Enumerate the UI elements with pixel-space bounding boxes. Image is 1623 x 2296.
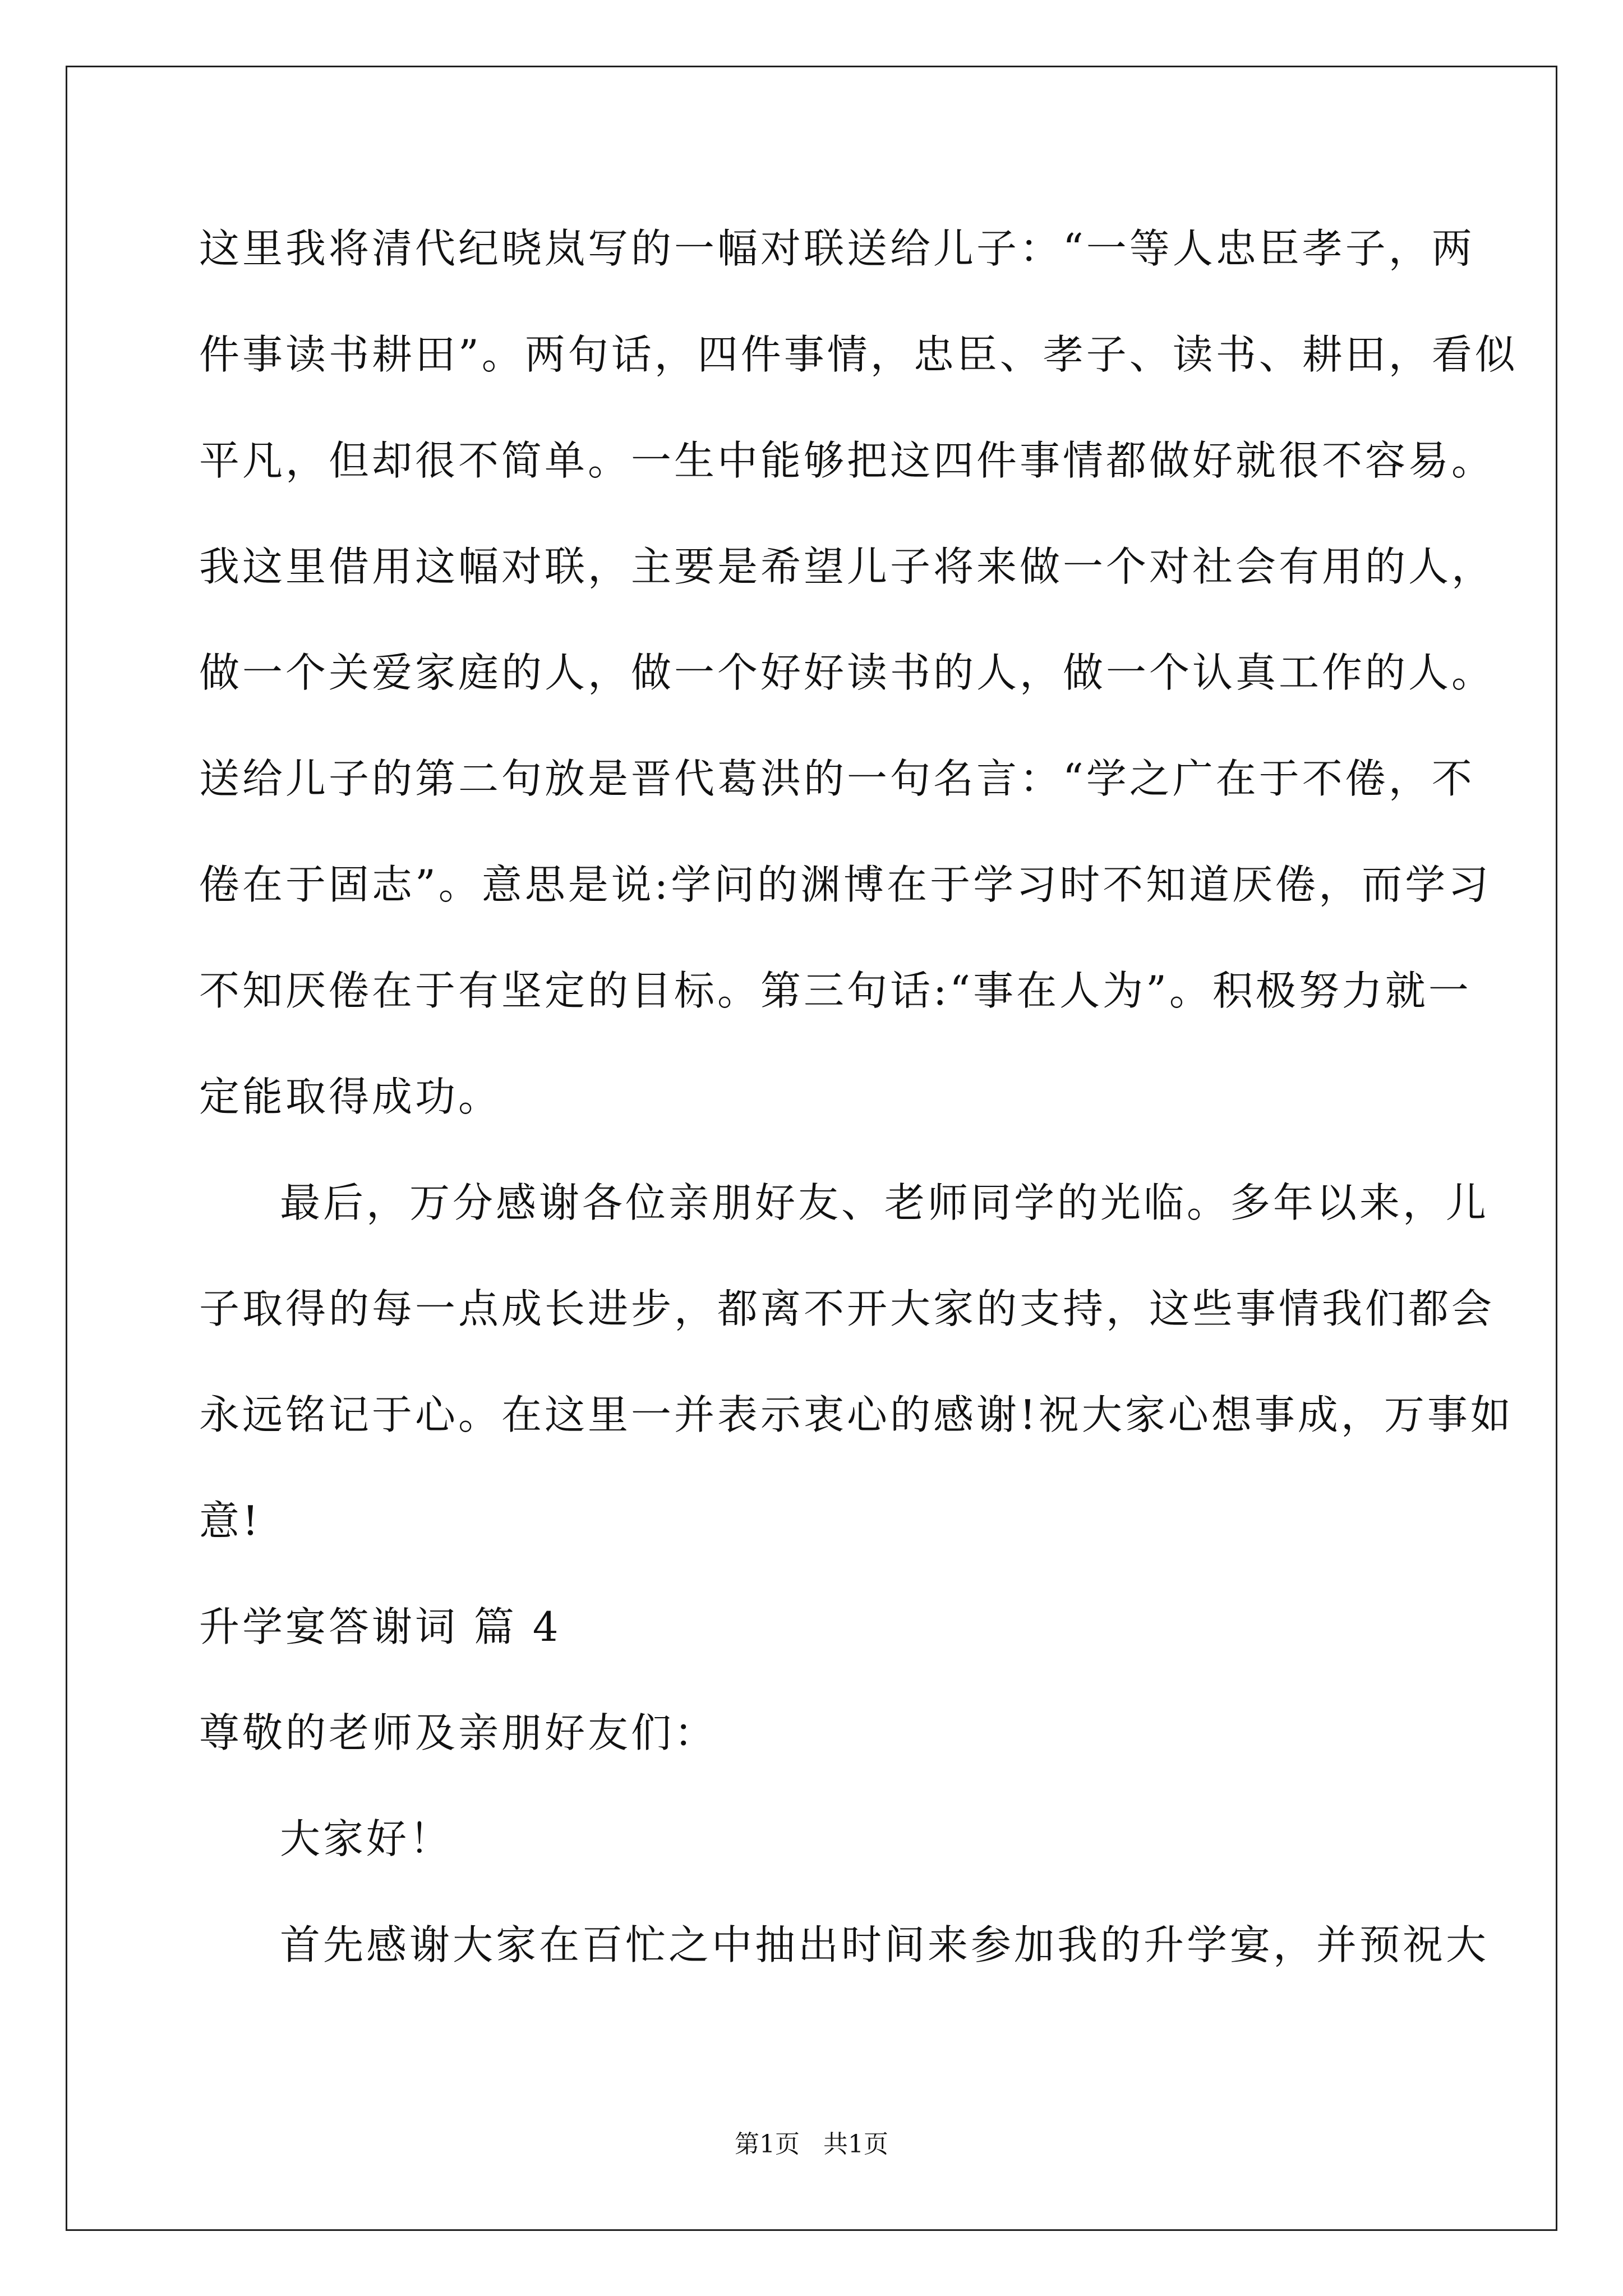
text-line: 平凡，但却很不简单。一生中能够把这四件事情都做好就很不容易。 [199,437,1495,484]
text-line: 意! [199,1497,261,1544]
text-line: 件事读书耕田”。两句话，四件事情，忠臣、孝子、读书、耕田，看似 [199,331,1518,378]
text-line: 最后，万分感谢各位亲朋好友、老师同学的光临。多年以来，儿 [280,1179,1490,1226]
text-line: 这里我将清代纪晓岚写的一幅对联送给儿子：“一等人忠臣孝子，两 [199,225,1475,272]
section-heading: 升学宴答谢词 篇 4 [199,1603,561,1650]
salutation: 尊敬的老师及亲朋好友们： [199,1709,718,1756]
text-line: 我这里借用这幅对联，主要是希望儿子将来做一个对社会有用的人， [199,543,1495,590]
page-border [66,66,1557,2231]
text-line: 不知厌倦在于有坚定的目标。第三句话:“事在人为”。积极努力就一 [199,967,1472,1014]
text-line: 做一个关爱家庭的人，做一个好好读书的人，做一个认真工作的人。 [199,649,1495,696]
greeting: 大家好！ [280,1815,453,1862]
text-line: 定能取得成功。 [199,1073,502,1120]
text-line: 子取得的每一点成长进步，都离不开大家的支持，这些事情我们都会 [199,1285,1495,1332]
text-line: 永远铭记于心。在这里一并表示衷心的感谢!祝大家心想事成，万事如 [199,1391,1514,1438]
text-line: 首先感谢大家在百忙之中抽出时间来参加我的升学宴，并预祝大 [280,1921,1490,1968]
text-line: 倦在于固志”。意思是说:学问的渊博在于学习时不知道厌倦，而学习 [199,861,1492,908]
page-number: 第1页 共1页 [735,2130,888,2159]
text-line: 送给儿子的第二句放是晋代葛洪的一句名言：“学之广在于不倦，不 [199,755,1475,802]
